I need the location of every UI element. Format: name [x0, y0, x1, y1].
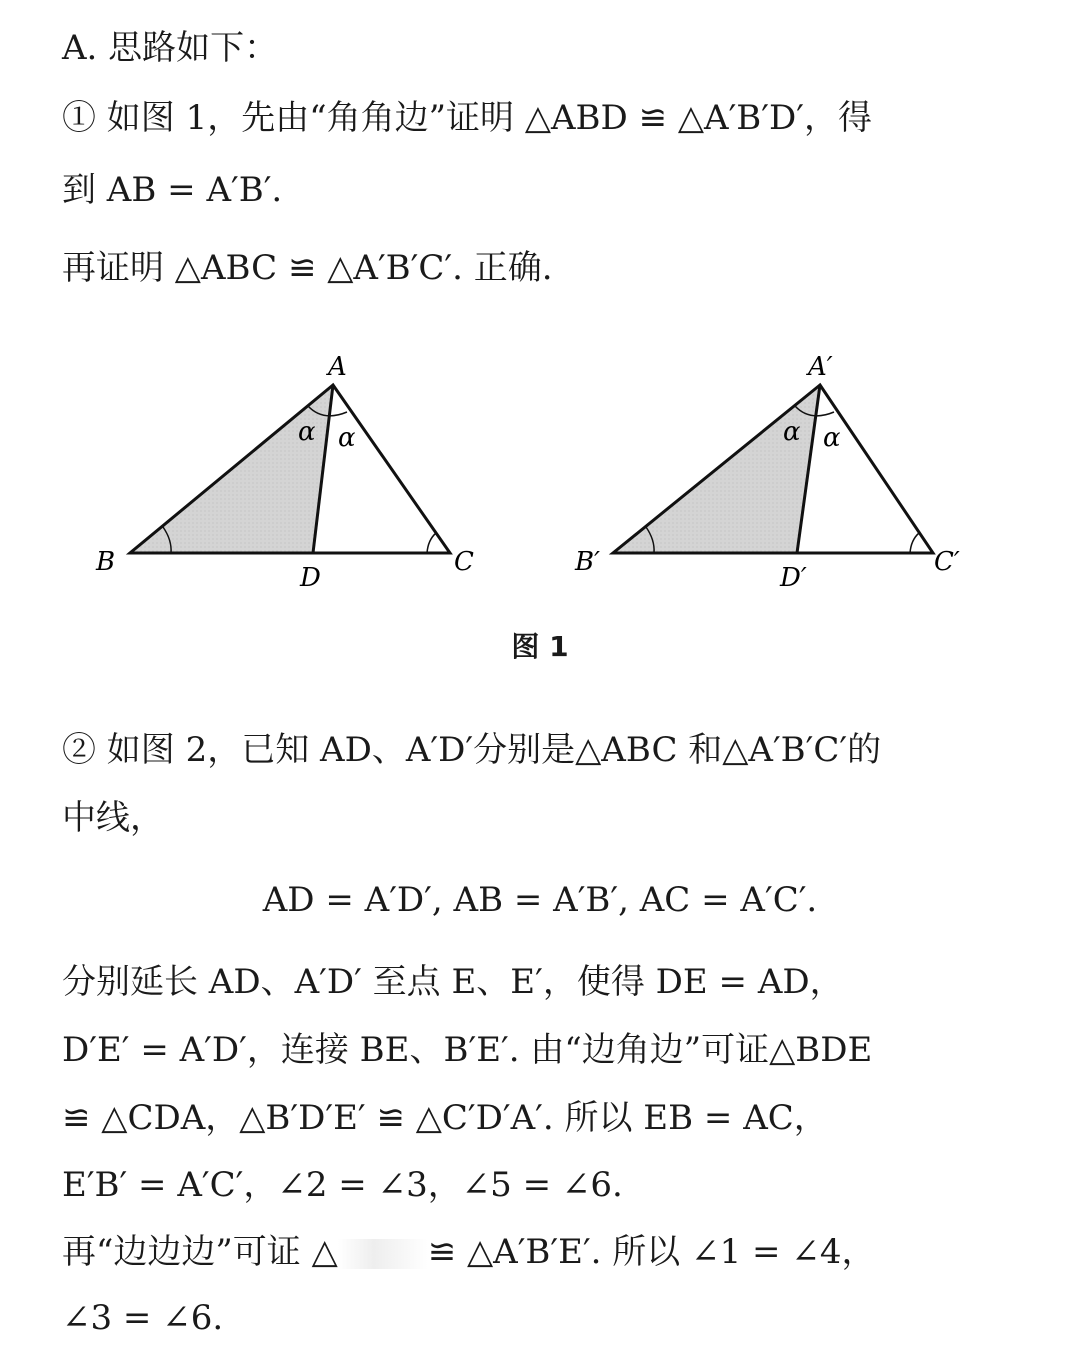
label-d-prime: D′	[780, 563, 807, 593]
label-b-prime: B′	[575, 547, 601, 577]
text-line-10: ≌ △CDA，△B′D′E′ ≌ △C′D′A′. 所以 EB = AC，	[62, 1098, 828, 1138]
equation-line: AD = A′D′, AB = A′B′, AC = A′C′.	[262, 880, 818, 920]
text-line-6: 中线，	[62, 798, 164, 838]
text-line-11: E′B′ = A′C′，∠2 = ∠3，∠5 = ∠6.	[62, 1165, 623, 1205]
text-line-4: 再证明 △ABC ≌ △A′B′C′. 正确.	[62, 248, 553, 288]
triangle-a-prime-b-prime-c-prime	[574, 352, 960, 593]
smudged-region	[338, 1239, 428, 1269]
label-alpha-1: α	[298, 417, 316, 447]
figure-1	[0, 330, 1080, 620]
text-line-2: ① 如图 1，先由“角角边”证明 △ABD ≌ △A′B′D′，得	[62, 98, 872, 138]
text-line-8: 分别延长 AD、A′D′ 至点 E、E′，使得 DE = AD，	[62, 962, 844, 1002]
text-line-13: ∠3 = ∠6.	[62, 1298, 224, 1338]
label-c-prime: C′	[934, 547, 960, 577]
text-line-3: 到 AB = A′B′.	[62, 170, 283, 210]
text-line-12	[62, 1232, 875, 1272]
label-a-prime: A′	[808, 352, 833, 382]
text-line-12-part-1: 再“边边边”可证 △	[62, 1232, 338, 1272]
label-d: D	[300, 563, 321, 593]
text-line-12-part-2: ≌ △A′B′E′. 所以 ∠1 = ∠4，	[427, 1232, 876, 1272]
text-line-9: D′E′ = A′D′，连接 BE、B′E′. 由“边角边”可证△BDE	[62, 1030, 873, 1070]
angle-arc-c-prime	[910, 533, 919, 553]
triangle-abc	[95, 352, 474, 593]
text-line-5: ② 如图 2，已知 AD、A′D′分别是△ABC 和△A′B′C′的	[62, 730, 882, 770]
label-alpha-prime-2: α	[823, 423, 841, 453]
figure-caption: 图 1	[511, 630, 569, 663]
angle-arc-c	[427, 533, 436, 553]
label-alpha-prime-1: α	[783, 417, 801, 447]
label-a: A	[328, 352, 347, 382]
label-b: B	[96, 547, 116, 577]
label-alpha-2: α	[338, 423, 356, 453]
label-c: C	[454, 547, 474, 577]
text-line-1: A. 思路如下：	[62, 28, 279, 68]
